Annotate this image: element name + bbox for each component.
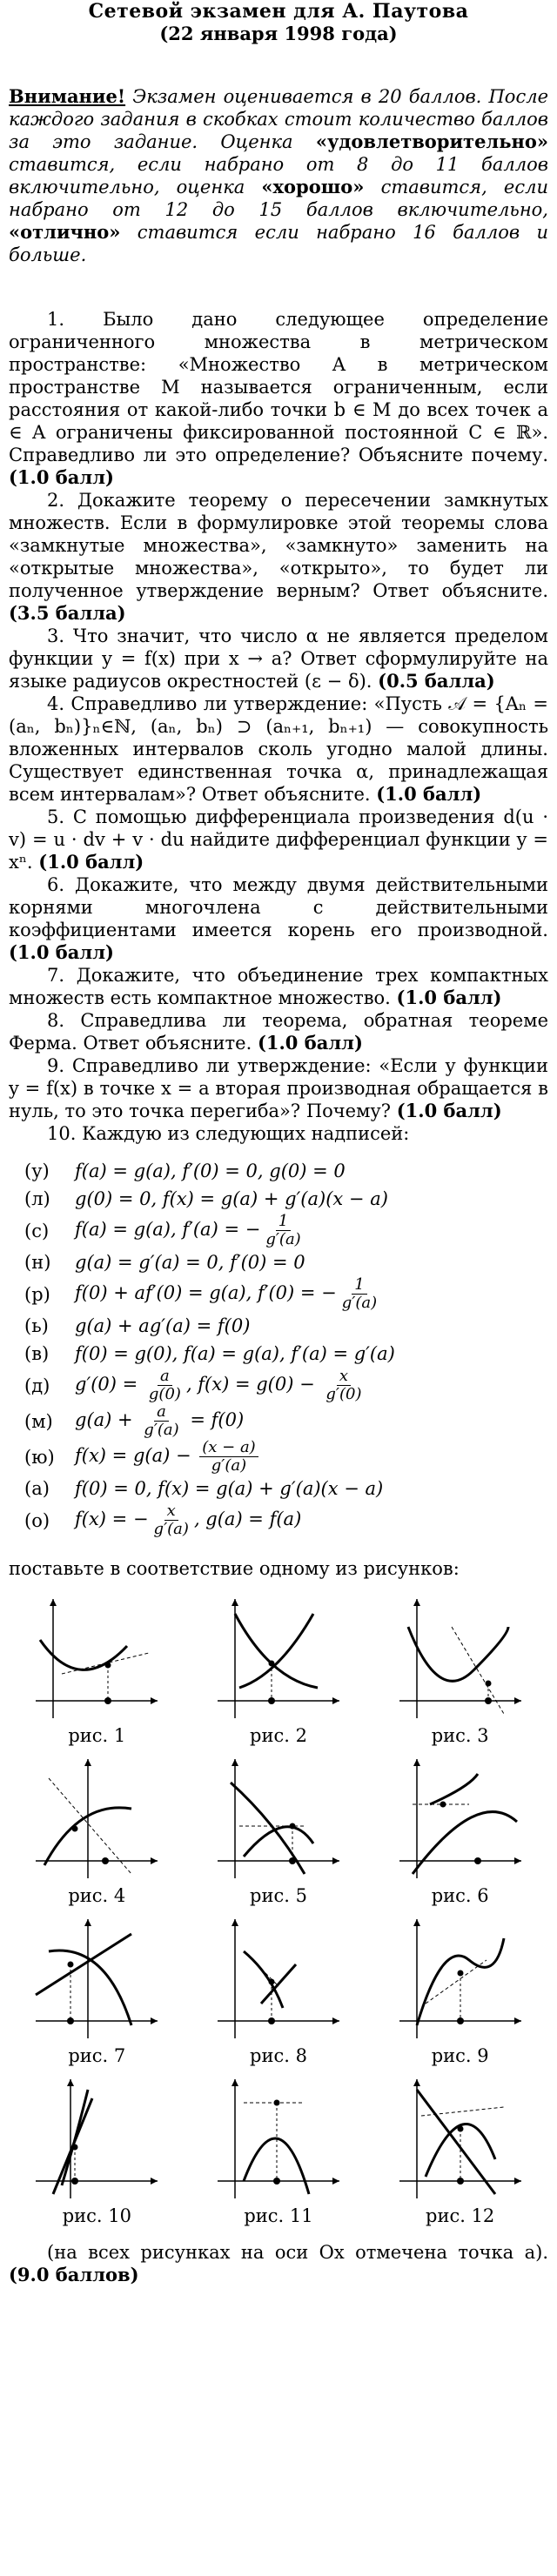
point-a-marker <box>268 1697 275 1704</box>
figure-11 <box>191 2072 367 2227</box>
x-axis-arrow <box>332 1857 339 1864</box>
formula-part: g(a) = g′(a) = 0, f′(0) = 0 <box>75 1252 305 1273</box>
formula-part: f(a) = g(a), f′(0) = 0, g(0) = 0 <box>75 1161 346 1181</box>
problem-text: 6. Докажите, что между двумя действительными корнями многочлена с действительными коэффициентами имеется корень его производной. <box>9 874 548 940</box>
problem-points: (0.5 балла) <box>378 670 495 692</box>
formula-label: (р) <box>24 1283 50 1305</box>
fraction <box>141 1403 181 1439</box>
formula-expression <box>75 1160 346 1182</box>
problem-points: (1.0 балл) <box>9 941 114 963</box>
formula-row <box>24 1312 548 1340</box>
fraction-denominator: g′(a) <box>144 1421 179 1439</box>
fraction-denominator: g(0) <box>148 1385 181 1403</box>
figure-caption: рис. 1 <box>68 1725 126 1746</box>
x-axis-arrow <box>151 2178 158 2185</box>
figure-graph <box>382 1912 539 2043</box>
figure-8 <box>191 1912 367 2067</box>
point-a-marker <box>67 2017 74 2024</box>
problem-text: 4. Справедливо ли утверждение: «Пусть 𝒜 = {Aₙ = (aₙ, bₙ)}ₙ∈ℕ, (aₙ, bₙ) ⊃ (aₙ₊₁, bₙ₊₁) — совокупность вложенных интервалов сколь угодно малой длины. Существует единственная точка α, принадлежащая всем интервалам»? Ответ объясните. <box>9 693 548 805</box>
fraction-numerator: (x − a) <box>199 1439 258 1457</box>
formula-label: (в) <box>24 1343 50 1364</box>
fraction-denominator: g′(a) <box>153 1520 189 1538</box>
formula-label: (м) <box>24 1410 53 1432</box>
formula-list <box>24 1157 548 1538</box>
formula-expression <box>75 1188 388 1210</box>
problem-text: 5. С помощью дифференциала произведения d(u · v) = u · dv + v · du найдите дифференциал функции y = xⁿ. <box>9 806 548 873</box>
formula-part: f(0) = g(0), f(a) = g(a), f′(a) = g′(a) <box>75 1343 395 1364</box>
curve-point <box>268 1661 274 1667</box>
figure-5 <box>191 1752 367 1907</box>
formula-part: f(a) = g(a), f′(a) = − <box>75 1219 261 1240</box>
formula-expression <box>75 1368 366 1403</box>
page-title: Сетевой экзамен для А. Паутова <box>88 0 469 23</box>
point-a-marker <box>457 2017 464 2024</box>
y-axis-arrow <box>84 1759 91 1766</box>
point-a-marker <box>104 1697 111 1704</box>
x-axis-arrow <box>514 1697 521 1704</box>
y-axis-arrow <box>50 1599 57 1606</box>
figure-caption: рис. 6 <box>431 1885 489 1906</box>
figure-1 <box>9 1592 185 1747</box>
formula-label: (а) <box>24 1478 50 1499</box>
formula-label: (ю) <box>24 1446 55 1468</box>
curve-point <box>440 1802 446 1808</box>
fraction <box>323 1368 364 1403</box>
formula-expression <box>75 1342 395 1365</box>
figure-graph <box>382 1752 539 1883</box>
formula-part: = f(0) <box>184 1409 245 1430</box>
x-axis-arrow <box>332 2178 339 2185</box>
curve-point <box>268 1979 274 1985</box>
figure-2 <box>191 1592 367 1747</box>
problem-8 <box>9 1009 548 1054</box>
figure-caption: рис. 10 <box>62 2205 131 2226</box>
formula-expression <box>75 1251 305 1274</box>
page-subtitle: (22 января 1998 года) <box>159 23 398 44</box>
x-axis-arrow <box>514 2017 521 2024</box>
fraction-numerator: x <box>164 1502 178 1521</box>
formula-row <box>24 1213 548 1248</box>
problem-points: (1.0 балл) <box>38 851 144 873</box>
x-axis-arrow <box>514 2178 521 2185</box>
formula-row <box>24 1185 548 1213</box>
problem-points: (1.0 балл) <box>257 1032 363 1054</box>
formula-row <box>24 1502 548 1538</box>
formula-part: f(0) + af′(0) = g(a), f′(0) = − <box>75 1282 337 1303</box>
notice <box>9 85 548 266</box>
fraction-numerator: a <box>154 1403 169 1422</box>
footer-points: (9.0 баллов) <box>9 2264 139 2285</box>
formula-expression <box>75 1403 244 1439</box>
formula-expression <box>75 1502 301 1538</box>
figure-caption: рис. 11 <box>244 2205 313 2226</box>
figure-7 <box>9 1912 185 2067</box>
fraction-denominator: g′(a) <box>341 1294 378 1312</box>
figure-graph <box>200 2072 357 2203</box>
figure-graph <box>18 1752 175 1883</box>
fraction <box>199 1439 258 1475</box>
fraction-denominator: g′(a) <box>211 1456 247 1475</box>
formula-row <box>24 1157 548 1185</box>
figure-caption: рис. 12 <box>426 2205 495 2226</box>
formula-part: g(a) + <box>75 1409 139 1430</box>
problem-2 <box>9 489 548 625</box>
point-a-marker <box>71 2178 78 2185</box>
formula-row <box>24 1340 548 1368</box>
notice-text-2: ставится, если набрано от 8 до 11 баллов включительно, оценка <box>9 154 548 197</box>
fraction-numerator: x <box>337 1368 351 1386</box>
formula-label: (д) <box>24 1375 50 1396</box>
figure-caption: рис. 3 <box>431 1725 489 1746</box>
x-axis-arrow <box>332 2017 339 2024</box>
figure-graph <box>18 1912 175 2043</box>
formula-label: (с) <box>24 1220 50 1241</box>
problem-text: 2. Докажите теорему о пересечении замкнутых множеств. Если в формулировке этой теоремы слова «замкнутые множества», «замкнуто» заменить на «открытые множества», «открыто», то будет ли полученное утверждение верным? Ответ объясните. <box>9 490 548 601</box>
formula-row <box>24 1475 548 1502</box>
problem-5 <box>9 806 548 873</box>
curve <box>417 2090 495 2194</box>
formula-label: (у) <box>24 1161 50 1181</box>
formula-part: f(x) = g(a) − <box>75 1445 198 1466</box>
match-text: поставьте в соответствие одному из рисунков: <box>9 1558 460 1579</box>
curve-point <box>457 1970 463 1977</box>
notice-lead: Внимание! <box>9 85 126 107</box>
formula-row <box>24 1439 548 1475</box>
curve <box>413 1812 517 1874</box>
problem-text: 8. Справедлива ли теорема, обратная теореме Ферма. Ответ объясните. <box>9 1010 548 1054</box>
figure-6 <box>372 1752 548 1907</box>
problem-6 <box>9 873 548 964</box>
point-a-marker <box>485 1697 492 1704</box>
figure-caption: рис. 7 <box>68 2045 126 2066</box>
formula-label: (л) <box>24 1188 50 1209</box>
formula-expression <box>75 1439 261 1475</box>
formula-label: (н) <box>24 1252 51 1273</box>
figure-graph <box>18 2072 175 2203</box>
curve-point <box>485 1681 491 1687</box>
curve-point <box>105 1663 111 1669</box>
notice-text-3: ставится, если набрано от 12 до 15 баллов включительно, <box>9 177 548 220</box>
grade-good: «хорошо» <box>261 176 365 197</box>
curve-point <box>72 2144 78 2151</box>
x-axis-arrow <box>514 1857 521 1864</box>
problem-10-intro: 10. Каждую из следующих надписей: <box>47 1123 410 1144</box>
point-a-marker <box>474 1857 481 1864</box>
x-axis-arrow <box>332 1697 339 1704</box>
figure-graph <box>382 1592 539 1723</box>
problem-text: 1. Было дано следующее определение ограниченного множества в метрическом пространстве: «Множество A в метрическом пространстве M называется ограниченным, если расстояния от какой-либо точки b ∈ M до всех точек a ∈ A ограничены фиксированной постоянной C ∈ ℝ». Справедливо ли это определение? Объясните почему. <box>9 309 548 465</box>
figure-10 <box>9 2072 185 2227</box>
problem-3 <box>9 625 548 693</box>
problem-points: (1.0 балл) <box>376 783 482 805</box>
notice-text-4: ставится если набрано 16 баллов и больше. <box>9 222 548 265</box>
point-a-marker <box>268 2017 275 2024</box>
curve <box>36 1934 131 1995</box>
figure-graph <box>200 1912 357 2043</box>
y-axis-arrow <box>232 1759 238 1766</box>
formula-part: f(x) = − <box>75 1509 149 1529</box>
y-axis-arrow <box>232 1599 238 1606</box>
curve-point <box>273 2100 279 2106</box>
fraction <box>263 1213 303 1248</box>
y-axis-arrow <box>84 1919 91 1926</box>
point-a-marker <box>273 2178 280 2185</box>
problem-points: (1.0 балл) <box>396 1100 502 1121</box>
formula-expression <box>75 1315 250 1337</box>
formula-row <box>24 1403 548 1439</box>
grade-satisfactory: «удовлетворительно» <box>315 130 548 152</box>
figure-caption: рис. 4 <box>68 1885 126 1906</box>
problem-points: (1.0 балл) <box>9 466 114 488</box>
problem-text: 9. Справедливо ли утверждение: «Если у функции y = f(x) в точке x = a вторая производная обращается в нуль, то это точка перегиба»? Почему? <box>9 1055 548 1121</box>
formula-expression <box>75 1213 306 1248</box>
formula-row <box>24 1248 548 1276</box>
point-a-marker <box>102 1857 109 1864</box>
y-axis-arrow <box>232 1919 238 1926</box>
curve-point <box>289 1823 295 1830</box>
footer-note <box>9 2241 548 2286</box>
problem-7 <box>9 964 548 1009</box>
figure-graph <box>382 2072 539 2203</box>
curve <box>239 1614 313 1688</box>
x-axis-arrow <box>151 1857 158 1864</box>
problem-4 <box>9 693 548 806</box>
formula-part: g(0) = 0, f(x) = g(a) + g′(a)(x − a) <box>75 1188 388 1209</box>
y-axis-arrow <box>67 2079 74 2086</box>
figure-graph <box>200 1592 357 1723</box>
formula-row <box>24 1368 548 1403</box>
formula-label: (ь) <box>24 1315 49 1336</box>
formula-part: g(a) + ag′(a) = f(0) <box>75 1315 251 1336</box>
point-a-marker <box>457 2178 464 2185</box>
tangent-line <box>49 1778 131 1874</box>
figure-graph <box>200 1752 357 1883</box>
fraction <box>151 1502 191 1538</box>
figure-caption: рис. 9 <box>431 2045 489 2066</box>
figure-graph <box>18 1592 175 1723</box>
curve <box>430 1774 478 1804</box>
problem-list <box>9 308 548 1122</box>
formula-part: , f(x) = g(0) − <box>185 1374 321 1395</box>
figure-3 <box>372 1592 548 1747</box>
y-axis-arrow <box>413 2079 420 2086</box>
x-axis-arrow <box>151 2017 158 2024</box>
fraction-denominator: g′(a) <box>265 1230 301 1248</box>
formula-expression <box>75 1276 382 1312</box>
figure-9 <box>372 1912 548 2067</box>
point-a-marker <box>289 1857 296 1864</box>
problem-points: (1.0 балл) <box>396 987 502 1008</box>
formula-label: (о) <box>24 1509 50 1531</box>
x-axis-arrow <box>151 1697 158 1704</box>
figure-12 <box>372 2072 548 2227</box>
y-axis-arrow <box>413 1919 420 1926</box>
fraction-denominator: g′(0) <box>325 1385 362 1403</box>
y-axis-arrow <box>413 1759 420 1766</box>
formula-row <box>24 1276 548 1312</box>
fraction-numerator: a <box>158 1368 172 1386</box>
footer-text: (на всех рисунках на оси Ox отмечена точка a). <box>47 2242 548 2263</box>
fraction-numerator: 1 <box>352 1276 366 1295</box>
problem-1 <box>9 308 548 489</box>
figure-caption: рис. 2 <box>250 1725 307 1746</box>
problem-text: 3. Что значит, что число α не является пределом функции y = f(x) при x → a? Ответ сформулируйте на языке радиусов окрестностей (ε − δ). <box>9 626 548 692</box>
fraction <box>146 1368 184 1403</box>
curve-point <box>457 2126 463 2132</box>
formula-part: g′(0) = <box>75 1374 144 1395</box>
figure-caption: рис. 8 <box>250 2045 307 2066</box>
fraction <box>339 1276 379 1312</box>
formula-part: f(0) = 0, f(x) = g(a) + g′(a)(x − a) <box>75 1478 384 1499</box>
curve <box>244 1827 313 1857</box>
notice-text-1: Экзамен оценивается в 20 баллов. После каждого задания в скобках стоит количество баллов за это задание. Оценка <box>9 86 548 152</box>
curve <box>408 1627 508 1681</box>
figure-grid <box>9 1592 548 2227</box>
problem-9 <box>9 1054 548 1122</box>
curve-point <box>68 1962 74 1968</box>
figure-caption: рис. 5 <box>250 1885 307 1906</box>
figure-4 <box>9 1752 185 1907</box>
y-axis-arrow <box>232 2079 238 2086</box>
formula-expression <box>75 1477 383 1500</box>
problem-points: (3.5 балла) <box>9 602 126 624</box>
formula-part: , g(a) = f(a) <box>193 1509 302 1529</box>
fraction-numerator: 1 <box>276 1213 291 1231</box>
problem-text: 7. Докажите, что объединение трех компактных множеств есть компактное множество. <box>9 965 548 1008</box>
y-axis-arrow <box>413 1599 420 1606</box>
grade-excellent: «отлично» <box>9 221 121 243</box>
curve-point <box>72 1826 78 1832</box>
